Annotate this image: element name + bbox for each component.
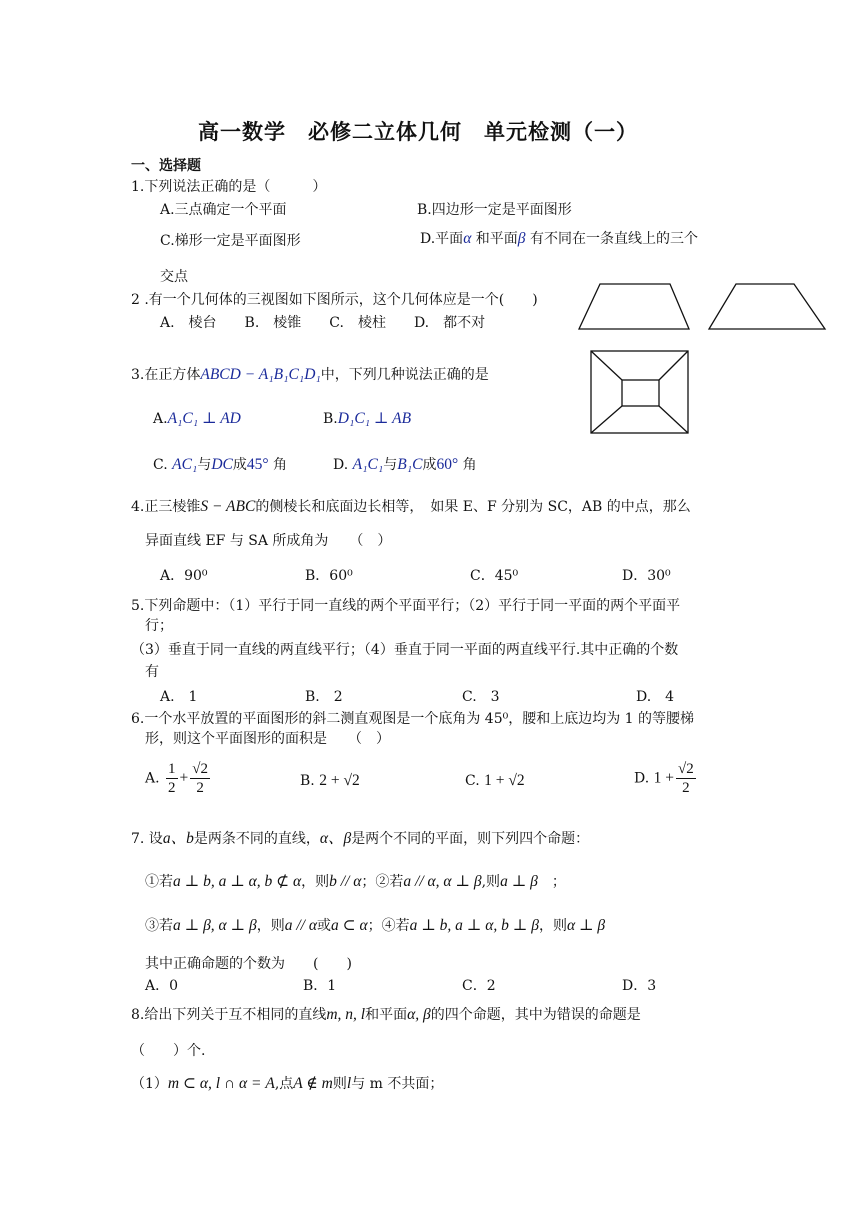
- q4-pyramid-name: S − ABC: [200, 498, 256, 515]
- numerator: 1: [168, 761, 176, 777]
- alpha-symbol: α: [463, 230, 472, 247]
- q3-c-text-3: 角: [273, 457, 288, 473]
- option-label: C.: [465, 773, 480, 789]
- q7-stem-text-2: 是两条不同的直线，: [193, 831, 320, 847]
- q6-option-d-prefix: 1 +: [653, 769, 675, 787]
- q3-c-text-2: 成: [232, 457, 247, 473]
- top-view-edge: [591, 351, 622, 380]
- q8-text: ,点: [274, 1076, 294, 1092]
- q7-math: b // α: [329, 873, 362, 890]
- denominator: 2: [196, 780, 204, 796]
- question-4-option-a: A．90⁰: [160, 568, 208, 584]
- denominator: 2: [682, 780, 690, 796]
- question-6-line-1: 6.一个水平放置的平面图形的斜二测直观图是一个底角为 45⁰，腰和上底边均为 1 的等腰梯: [131, 711, 695, 727]
- numerator: √2: [192, 761, 208, 777]
- question-7-option-a: A．0: [145, 978, 179, 994]
- q7-math: a ⊥ β, α ⊥ β: [173, 917, 257, 934]
- q7-text: ,则: [481, 874, 501, 890]
- question-8-stem: [131, 1004, 641, 1024]
- q7-text: ；②若: [361, 874, 404, 890]
- question-5-line-4: 有: [145, 664, 159, 680]
- q7-lines-ab: a、b: [162, 830, 194, 847]
- question-7-option-d: D．3: [622, 978, 657, 994]
- page-title: 高一数学 必修二立体几何 单元检测（一）: [198, 119, 638, 144]
- question-6-option-b: [300, 772, 360, 790]
- question-8-line-2: （ ）个.: [131, 1043, 206, 1059]
- question-6-line-2: 形，则这个平面图形的面积是 （ ）: [145, 731, 390, 747]
- q8-math: α, β: [407, 1006, 431, 1023]
- q8-text: 与 m 不共面；: [351, 1076, 444, 1092]
- q3-option-a-math: A₁C₁ ⊥ AD: [167, 410, 241, 427]
- question-2-options: A. 棱台 B. 棱锥 C. 棱柱 D. 都不对: [160, 315, 486, 331]
- q7-text: ，则: [301, 874, 330, 890]
- q3-cube-name: ABCD − A₁B₁C₁D₁: [200, 366, 321, 383]
- q7-math: a // α, α ⊥ β: [403, 873, 482, 890]
- option-d-text-2: 和平面: [475, 231, 518, 247]
- q8-math: A ∉ m: [293, 1075, 333, 1092]
- q8-math: m, n, l: [326, 1006, 366, 1023]
- option-label: C.: [153, 457, 168, 473]
- question-1-option-d-cont: 交点: [160, 269, 188, 285]
- q8-text: 的四个命题，其中为错误的命题是: [430, 1007, 641, 1023]
- question-3-option-a: [153, 409, 241, 428]
- q3-d-math-2: B₁C: [397, 456, 423, 473]
- q8-text: 和平面: [365, 1007, 408, 1023]
- q3-d-math-1: A₁C₁: [352, 456, 384, 473]
- fraction-sqrt2-half: [190, 760, 210, 797]
- q3-d-math-3: 60°: [436, 456, 459, 473]
- option-label: A.: [145, 770, 160, 787]
- q3-c-math-1: AC₁: [172, 456, 198, 473]
- front-view-trapezoid: [579, 284, 689, 329]
- question-1-option-a: A.三点确定一个平面: [160, 202, 287, 218]
- q7-text: ①若: [145, 874, 173, 890]
- q7-text: ；: [537, 874, 566, 890]
- question-5-line-3: （3）垂直于同一直线的两直线平行；（4）垂直于同一平面的两直线平行.其中正确的个数: [131, 642, 679, 658]
- q7-text: ，则: [538, 918, 567, 934]
- q7-stem-text-3: 是两个不同的平面，则下列四个命题：: [351, 831, 590, 847]
- question-3-option-c: [153, 454, 287, 474]
- q6-option-c-math: 1 + √2: [484, 772, 525, 789]
- question-1-stem: 1.下列说法正确的是（ ）: [131, 179, 327, 195]
- three-view-figure: [570, 278, 835, 443]
- option-d-text-3: 有不同在一条直线上的三个: [529, 231, 698, 247]
- question-7-propositions-1-2: [145, 871, 566, 891]
- question-1-option-b: B.四边形一定是平面图形: [417, 202, 572, 218]
- q7-math: α ⊥ β: [566, 917, 606, 934]
- numerator: √2: [678, 761, 694, 777]
- option-label: A.: [153, 411, 168, 427]
- question-5-option-a: A. 1: [160, 689, 198, 705]
- question-7-count-line: 其中正确命题的个数为 ( ): [145, 956, 352, 972]
- question-6-option-c: [465, 772, 525, 790]
- q4-stem-text-2: 的侧棱长和底面边长相等， 如果 E、F 分别为 SC，AB 的中点，那么: [255, 499, 691, 515]
- question-5-option-c: C. 3: [462, 689, 500, 705]
- question-1-option-d: [420, 228, 698, 248]
- q7-math: a ⊥ β: [500, 873, 538, 890]
- question-1-option-c: C.梯形一定是平面图形: [160, 233, 301, 249]
- question-5-line-2: 行；: [145, 618, 173, 634]
- question-3-stem: [131, 364, 489, 384]
- question-7-option-b: B．1: [303, 978, 337, 994]
- option-d-text-1: D.平面: [420, 231, 464, 247]
- q7-math: a ⊥ b, a ⊥ α, b ⊥ β: [409, 917, 539, 934]
- q3-option-b-math: D₁C₁ ⊥ AB: [337, 410, 412, 427]
- q7-text: ③若: [145, 918, 173, 934]
- q3-c-text-1: 与: [197, 457, 212, 473]
- q3-stem-text-2: 中，下列几种说法正确的是: [320, 367, 489, 383]
- question-4-stem: [131, 496, 691, 516]
- question-7-option-c: C．2: [462, 978, 496, 994]
- q8-text: （1）: [131, 1076, 168, 1092]
- q6-option-b-math: 2 + √2: [319, 772, 360, 789]
- side-view-trapezoid: [709, 284, 825, 329]
- question-4-option-c: C．45⁰: [470, 568, 519, 584]
- top-view-edge: [659, 406, 688, 433]
- q7-stem-text: 7. 设: [131, 831, 163, 847]
- q7-math: a ⊂ α: [330, 917, 368, 934]
- question-4-option-b: B．60⁰: [305, 568, 353, 584]
- q7-text: ，则: [256, 918, 285, 934]
- question-5-option-b: B. 2: [305, 689, 343, 705]
- beta-symbol: β: [517, 230, 526, 247]
- top-view-edge: [659, 351, 688, 380]
- q3-c-math-2: DC: [211, 456, 233, 473]
- question-5-option-d: D. 4: [636, 689, 675, 705]
- q8-text: 则: [332, 1076, 347, 1092]
- fraction-sqrt2-half: [676, 760, 696, 797]
- denominator: 2: [168, 780, 176, 796]
- question-6-option-d: [634, 760, 698, 797]
- question-7-propositions-3-4: [145, 915, 605, 935]
- q8-math: m ⊂ α, l ∩ α = A: [167, 1075, 275, 1092]
- q7-math: a ⊥ b, a ⊥ α, b ⊄ α: [173, 873, 302, 890]
- question-4-line-2: 异面直线 EF 与 SA 所成角为 （ ）: [145, 533, 392, 549]
- plus-sign: +: [179, 769, 189, 787]
- q3-stem-text: 3.在正方体: [131, 367, 201, 383]
- question-3-option-d: [333, 454, 477, 474]
- q3-d-text-1: 与: [383, 457, 398, 473]
- question-5-line-1: 5.下列命题中：（1）平行于同一直线的两个平面平行；（2）平行于同一平面的两个平面平: [131, 598, 681, 614]
- question-8-proposition-1: [131, 1073, 443, 1093]
- option-label: B.: [323, 411, 338, 427]
- top-view-inner-square: [622, 380, 659, 406]
- q7-text: ；④若: [367, 918, 410, 934]
- question-3-option-b: [323, 409, 411, 428]
- option-label: B.: [300, 773, 315, 789]
- q3-d-text-2: 成: [422, 457, 437, 473]
- q8-math: l: [346, 1075, 352, 1092]
- q8-text: 8.给出下列关于互不相同的直线: [131, 1007, 327, 1023]
- top-view-edge: [591, 406, 622, 433]
- question-7-stem: [131, 826, 589, 848]
- question-2-stem: 2 .有一个几何体的三视图如下图所示，这个几何体应是一个( ): [131, 292, 538, 308]
- q3-d-text-3: 角: [462, 457, 477, 473]
- question-6-option-a: [145, 760, 212, 797]
- q7-planes: α、β: [319, 830, 352, 847]
- q4-stem-text: 4.正三棱锥: [131, 499, 201, 515]
- question-4-option-d: D．30⁰: [622, 568, 671, 584]
- fraction-one-half: [166, 760, 178, 797]
- option-label: D.: [634, 770, 650, 787]
- q7-text: 或: [316, 918, 331, 934]
- option-label: D.: [333, 457, 349, 473]
- q3-c-math-3: 45°: [246, 456, 269, 473]
- section-heading: 一、选择题: [131, 158, 201, 174]
- q7-math: a // α: [284, 917, 317, 934]
